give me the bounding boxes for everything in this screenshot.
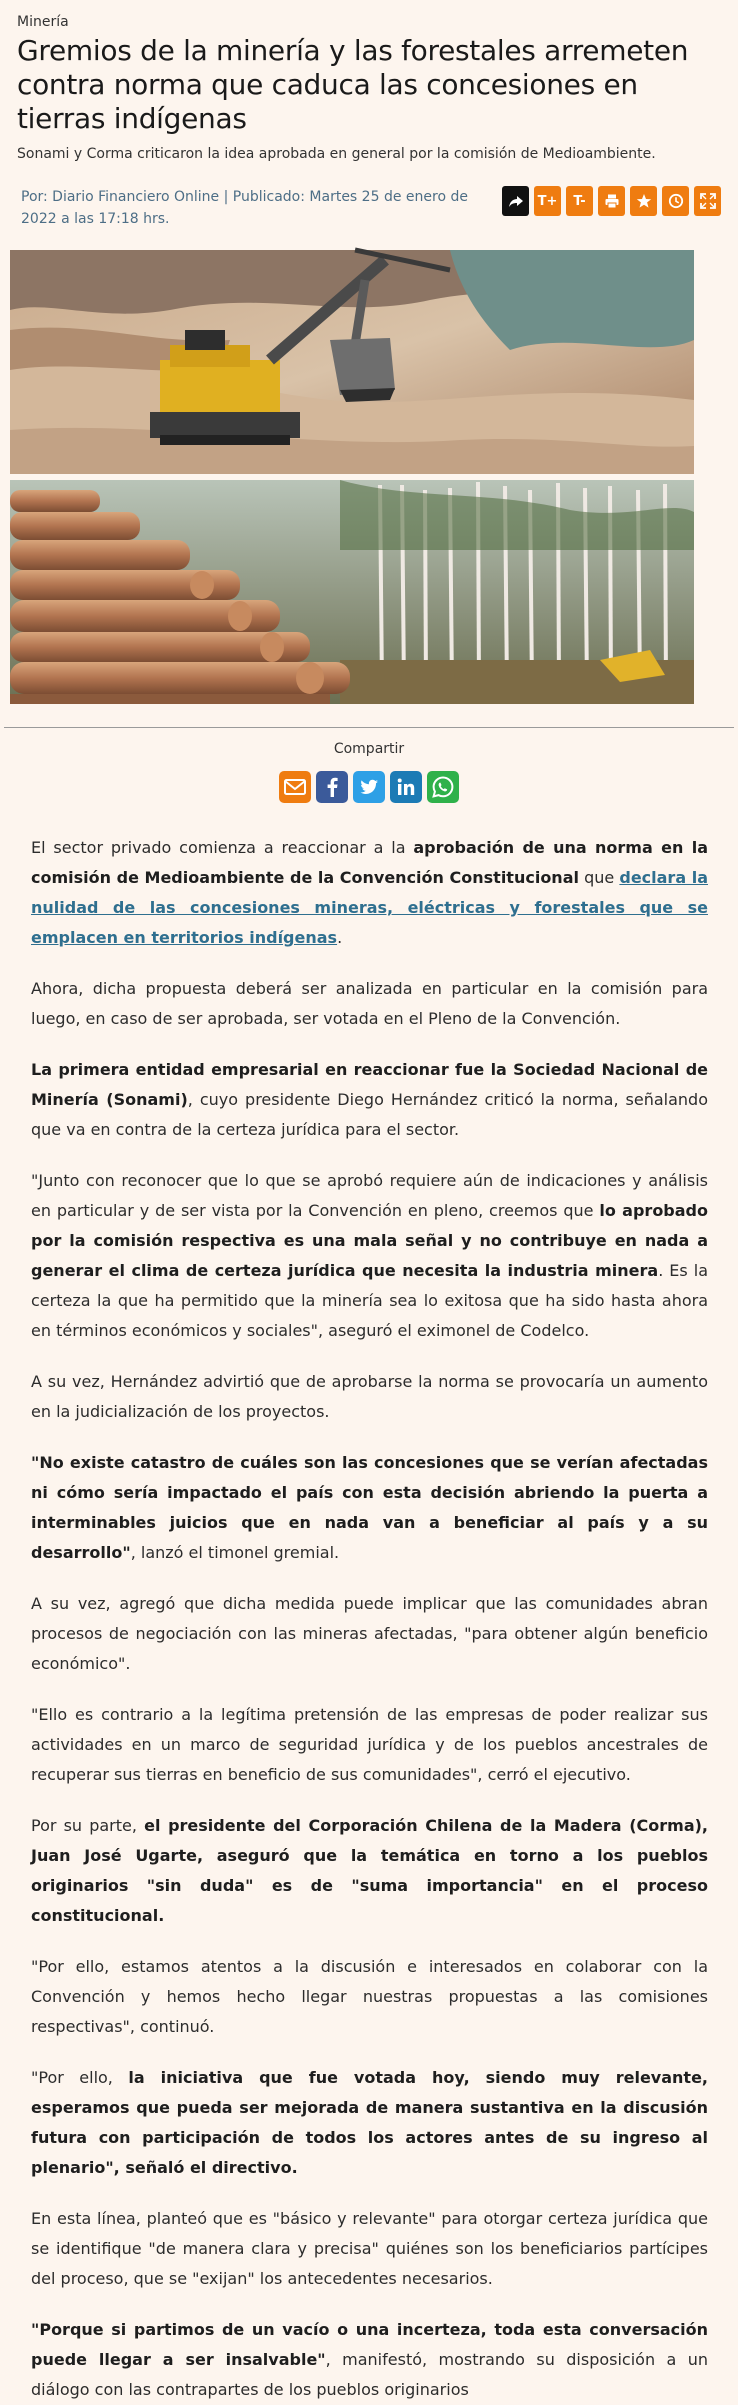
email-share-button[interactable] (279, 771, 311, 803)
paragraph-13: "Porque si partimos de un vacío o una incerteza, toda esta conversación puede llegar a ser insalvable", manifestó, mostrando su disposición a un diálogo con las contrapartes de los pueblos originarios (31, 2320, 709, 2399)
paragraph-8: "Ello es contrario a la legítima pretensión de las empresas de poder realizar sus actividades en un marco de seguridad jurídica y de los pueblos ancestrales de recuperar sus tierras en beneficio de sus comunidades", cerró el ejecutivo. (31, 1705, 708, 1784)
meta-row (17, 186, 721, 230)
paragraph-10: "Por ello, estamos atentos a la discusión e interesados en colaborar con la Convención y hemos hecho llegar nuestras propuestas a las comisiones respectivas", continuó. (31, 1957, 708, 2036)
font-increase-button[interactable]: T+ (534, 186, 561, 216)
mining-forestry-photo (10, 250, 694, 704)
share-buttons (0, 771, 738, 803)
paragraph-7: A su vez, agregó que dicha medida puede implicar que las comunidades abran procesos de negociación con las mineras afectadas, "para obtener algún beneficio económico". (31, 1594, 708, 1673)
email-icon (281, 773, 309, 801)
paragraph-11: "Por ello, la iniciativa que fue votada hoy, siendo muy relevante, esperamos que pueda ser mejorada de manera sustantiva en la discusión futura con participación de todos los actores antes de su ingreso al plenario", señaló el directivo. (31, 2068, 709, 2177)
subhead: Sonami y Corma criticaron la idea aprobada en general por la comisión de Medioambiente. (17, 146, 656, 162)
paragraph-2: Ahora, dicha propuesta deberá ser analizada en particular en la comisión para luego, en caso de ser aprobada, ser votada en el Pleno de la Convención. (31, 979, 708, 1028)
favorite-button[interactable] (630, 186, 657, 216)
history-button[interactable] (662, 186, 689, 216)
star-icon (636, 193, 652, 209)
article-container (0, 0, 738, 230)
paragraph-9: Por su parte, el presidente del Corporación Chilena de la Madera (Corma), Juan José Ugarte, aseguró que la temática en torno a los pueblos originarios "sin duda" es de "suma importancia" en el proceso constitucional. (31, 1816, 709, 1925)
facebook-icon (318, 773, 346, 801)
paragraph-3: La primera entidad empresarial en reaccionar fue la Sociedad Nacional de Minería (Sonami), cuyo presidente Diego Hernández criticó la norma, señalando que va en contra de la certeza jurídica para el sector. (31, 1060, 709, 1139)
article-body (31, 833, 708, 2405)
headline: Gremios de la minería y las forestales arremeten contra norma que caduca las concesiones en tierras indígenas (17, 34, 689, 135)
facebook-share-button[interactable] (316, 771, 348, 803)
expand-icon (700, 193, 716, 209)
paragraph-12: En esta línea, planteó que es "básico y relevante" para otorgar certeza jurídica que se identifique "de manera clara y precisa" quiénes son los beneficiarios partícipes del proceso, que se "exijan" los antecedentes necesarios. (31, 2209, 708, 2288)
twitter-icon (355, 773, 383, 801)
divider (4, 727, 734, 728)
share-arrow-icon (508, 193, 524, 209)
section-label[interactable]: Minería (17, 14, 69, 30)
nullity-norm-link[interactable]: declara la nulidad de las concesiones mineras, eléctricas y forestales que se emplacen en territorios indígenas (31, 868, 708, 947)
paragraph-5: A su vez, Hernández advirtió que de aprobarse la norma se provocaría un aumento en la judicialización de los proyectos. (31, 1372, 708, 1421)
linkedin-share-button[interactable] (390, 771, 422, 803)
hero-image (10, 250, 694, 704)
article-toolbar (502, 186, 721, 230)
paragraph-1: El sector privado comienza a reaccionar a la aprobación de una norma en la comisión de Medioambiente de la Convención Constitucional que declara la nulidad de las concesiones mineras, eléctricas y forestales que se emplacen en territorios indígenas. (31, 838, 708, 947)
print-button[interactable] (598, 186, 625, 216)
fullscreen-button[interactable] (694, 186, 721, 216)
linkedin-icon (392, 773, 420, 801)
whatsapp-share-button[interactable] (427, 771, 459, 803)
whatsapp-icon (429, 773, 457, 801)
share-button[interactable] (502, 186, 529, 216)
paragraph-4: "Junto con reconocer que lo que se aprobó requiere aún de indicaciones y análisis en particular y de ser vista por la Convención en pleno, creemos que lo aprobado por la comisión respectiva es una mala señal y no contribuye en nada a generar el clima de certeza jurídica que necesita la industria minera. Es la certeza la que ha permitido que la minería sea lo exitosa que ha sido hasta ahora en términos económicos y sociales", aseguró el eximonel de Codelco. (31, 1171, 709, 1340)
paragraph-6: "No existe catastro de cuáles son las concesiones que se verían afectadas ni cómo sería impactado el país con esta decisión abriendo la puerta a interminables juicios que en nada van a beneficiar al país y a su desarrollo", lanzó el timonel gremial. (31, 1453, 708, 1562)
font-decrease-button[interactable]: T- (566, 186, 593, 216)
twitter-share-button[interactable] (353, 771, 385, 803)
share-label: Compartir (333, 741, 405, 757)
clock-icon (668, 193, 684, 209)
print-icon (604, 193, 620, 209)
byline: Por: Diario Financiero Online | Publicado: Martes 25 de enero de 2022 a las 17:18 hrs. (21, 189, 468, 227)
